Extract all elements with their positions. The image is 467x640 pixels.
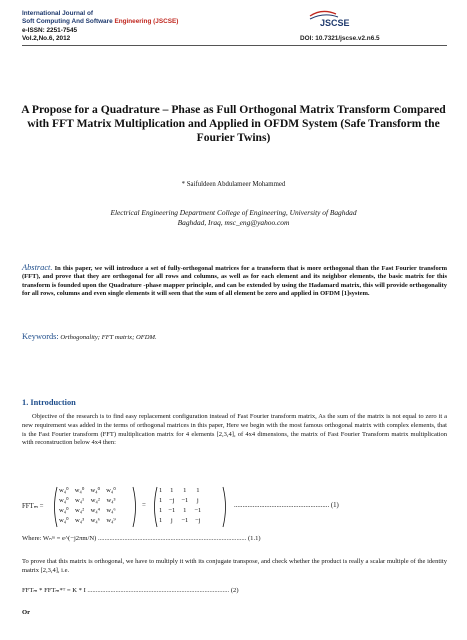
w-matrix-cell: w₄² xyxy=(75,507,85,514)
journal-name-line2: Soft Computing And Software Engineering (JSCSE) xyxy=(22,18,179,26)
value-matrix-row xyxy=(156,516,204,526)
value-matrix-cell: 1 xyxy=(159,507,163,514)
paragraph-2: To prove that this matrix is orthogonal, we have to multiply it with its conjugate transpose, and check whether the product is really a scalar multiple of the identity matrix [2,3,4], i.e. xyxy=(22,558,447,574)
paper-title: A Propose for a Quadrature – Phase as Full Orthogonal Matrix Transform Compared with FFT Matrix Multiplication and Applied in OFDM System (Safe Transform the Fourier Twins) xyxy=(21,103,446,144)
w-matrix-row xyxy=(56,506,119,516)
equals-sign: = xyxy=(142,502,146,509)
volume: Vol.2,No.6, 2012 xyxy=(22,35,71,43)
w-matrix-cell: w₄³ xyxy=(106,497,116,504)
affiliation-line1: Electrical Engineering Department College of Engineering, University of Baghdad xyxy=(110,208,357,217)
affiliation xyxy=(20,208,447,228)
paren-right xyxy=(132,486,138,528)
where-line: Where: Wₙᵐ = e^(−j2πm/N) .......................................................................................... (1.1) xyxy=(22,535,261,542)
or-text: Or xyxy=(22,609,31,616)
w-matrix-cell: w₄⁰ xyxy=(106,487,116,494)
value-matrix-cell: −1 xyxy=(181,517,189,524)
jscse-logo xyxy=(302,10,372,32)
doi: DOI: 10.7321/jscse.v2.n6.5 xyxy=(300,35,380,42)
value-matrix-cell: 1 xyxy=(183,507,187,514)
eq1-lhs: FFTₘ = xyxy=(22,503,44,510)
journal-name-line1: International Journal of xyxy=(22,10,94,17)
w-matrix-cell: w₄¹ xyxy=(75,497,85,504)
value-matrix-cell: −1 xyxy=(194,507,202,514)
w-matrix-cell: w₄⁰ xyxy=(59,507,69,514)
value-matrix-cell: −j xyxy=(195,517,201,524)
paren-right-2 xyxy=(222,486,228,528)
value-matrix-cell: −j xyxy=(169,497,175,504)
eq1-tail: ........................................................ (1) xyxy=(234,502,339,509)
value-matrix-cell: 1 xyxy=(159,517,163,524)
author: * Saifuldeen Abdulameer Mohammed xyxy=(181,181,286,188)
w-matrix-cell: w₄⁰ xyxy=(59,497,69,504)
value-matrix-cell: j xyxy=(196,497,199,504)
keywords-text: Orthogonality; FFT matrix; OFDM. xyxy=(60,334,157,341)
w-matrix-cell: w₄⁹ xyxy=(106,517,116,524)
value-matrix-cell: j xyxy=(170,517,173,524)
w-matrix-cell: w₄² xyxy=(90,497,100,504)
value-matrix-cell: 1 xyxy=(170,487,174,494)
w-matrix-cell: w₄⁶ xyxy=(90,517,100,524)
section-heading: 1. Introduction xyxy=(22,398,76,407)
w-matrix-cell: w₄⁶ xyxy=(106,507,116,514)
w-matrix-cell: w₄⁰ xyxy=(90,487,101,494)
header-rule xyxy=(22,45,447,46)
value-matrix-row xyxy=(156,506,204,516)
affiliation-line2: Baghdad, Iraq, msc_eng@yahoo.com xyxy=(177,218,290,227)
w-matrix xyxy=(56,486,134,528)
equation-2: FFTₘ * FFTₘ*ᵀ = K * I ...................................................................................... (2) xyxy=(22,587,239,594)
journal-header xyxy=(22,10,178,44)
keywords-label: Keywords: xyxy=(22,332,59,341)
w-matrix-cell: w₄⁴ xyxy=(90,507,100,514)
w-matrix-row xyxy=(56,486,119,496)
value-matrix-cell: 1 xyxy=(159,497,163,504)
equation-1 xyxy=(22,486,447,528)
abstract xyxy=(22,264,447,299)
value-matrix-row xyxy=(156,486,204,496)
w-matrix-cell: w₄⁰ xyxy=(59,487,69,494)
logo-text: JSCSE xyxy=(320,18,350,28)
intro-paragraph: Objective of the research is to find easy replacement configuration instead of Fast Fourier transform matrix, As the sum of the matrix is not equal to zero it a new requirement was added in the terms of orthogonal matrices in this paper, Here we begin with the most famous orthogonal matrix with complex elements, that is the Fast Fourier transform (FFT) multiplication matrix for 4 elements [2,3,4], of 4x4 dimensions, the matrix of Fast Fourier Transform matrix multiplication with reconstruction below 4x4 then: xyxy=(22,413,447,447)
w-matrix-cell: w₄⁰ xyxy=(74,487,85,494)
issn: e-ISSN: 2251-7545 xyxy=(22,26,78,34)
w-matrix-row xyxy=(56,516,119,526)
abstract-text: In this paper, we will introduce a set of fully-orthogonal matrices for a transform that is more orthogonal than the Fast Fourier transform (FFT), and prove that they are orthogonal for all rows and columns, as well as for each element and its neighbor elements, the basic matrix for this transform is founded upon the Quadrature -phase mapper principle, and can be extended by using the Hadamard matrix, this will provide orthogonality for all rows, columns and even single elements it will seen that the sum of all element be zero and applied in OFDM [1]system. xyxy=(22,265,447,298)
value-matrix-cell: 1 xyxy=(196,487,200,494)
keywords xyxy=(22,332,157,341)
w-matrix-row xyxy=(56,496,119,506)
value-matrix-cell: 1 xyxy=(159,487,163,494)
value-matrix-cell: −1 xyxy=(168,507,176,514)
value-matrix-cell: −1 xyxy=(181,497,189,504)
value-matrix-row xyxy=(156,496,204,506)
w-matrix-cell: w₄⁰ xyxy=(59,517,69,524)
w-matrix-cell: w₄³ xyxy=(75,517,85,524)
value-matrix xyxy=(156,486,226,528)
value-matrix-cell: 1 xyxy=(183,487,187,494)
abstract-label: Abstract. xyxy=(22,263,53,272)
